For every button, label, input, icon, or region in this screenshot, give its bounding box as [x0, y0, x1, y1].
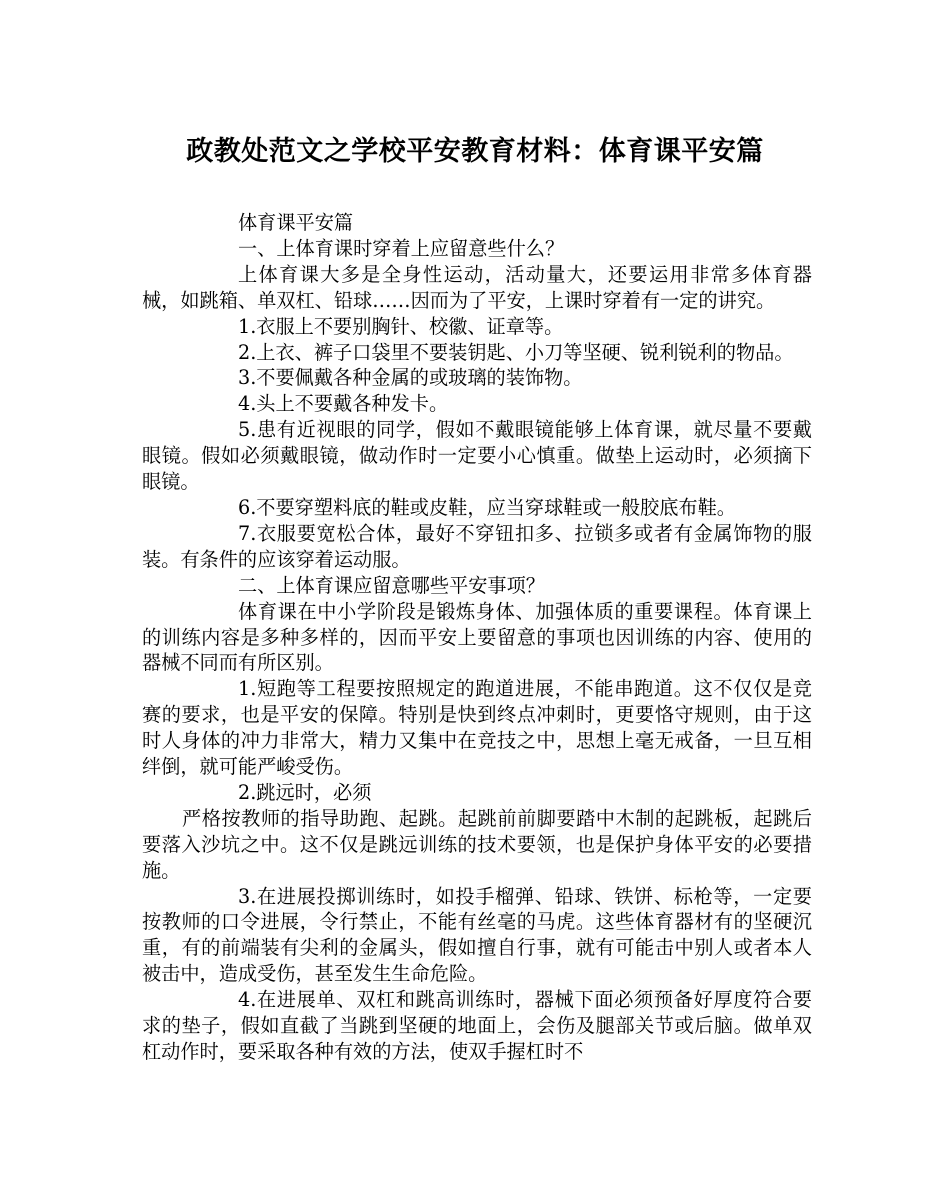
section-heading: 一、上体育课时穿着上应留意些什么？ — [238, 236, 565, 260]
section-heading: 二、上体育课应留意哪些平安事项？ — [238, 573, 545, 597]
list-item: 1.短跑等工程要按照规定的跑道进展，不能串跑道。这不仅仅是竞赛的要求，也是平安的保障。特别是快到终点冲刺时，更要恪守规则，由于这时人身体的冲力非常大，精力又集中在竞技之中，思想上毫无戒备，一旦互相绊倒，就可能严峻受伤。 — [142, 677, 812, 779]
list-item: 3.不要佩戴各种金属的或玻璃的装饰物。 — [238, 366, 583, 390]
document-body — [142, 210, 812, 1065]
paragraph: 上体育课大多是全身性运动，活动量大，还要运用非常多体育器械，如跳箱、单双杠、铅球……因而为了平安，上课时穿着有一定的讲究。 — [142, 262, 812, 312]
list-item: 2.跳远时，必须 — [238, 780, 372, 804]
list-item: 3.在进展投掷训练时，如投手榴弹、铅球、铁饼、标枪等，一定要按教师的口令进展，令行禁止，不能有丝毫的马虎。这些体育器材有的坚硬沉重，有的前端装有尖利的金属头，假如擅自行事，就有可能击中别人或者本人被击中，造成受伤，甚至发生生命危险。 — [142, 884, 812, 986]
paragraph: 体育课在中小学阶段是锻炼身体、加强体质的重要课程。体育课上的训练内容是多种多样的，因而平安上要留意的事项也因训练的内容、使用的器械不同而有所区别。 — [142, 599, 812, 675]
list-item: 5.患有近视眼的同学，假如不戴眼镜能够上体育课，就尽量不要戴眼镜。假如必须戴眼镜，做动作时一定要小心慎重。做垫上运动时，必须摘下眼镜。 — [142, 418, 812, 494]
list-item: 4.头上不要戴各种发卡。 — [238, 392, 449, 416]
list-item: 1.衣服上不要别胸针、校徽、证章等。 — [238, 314, 564, 338]
list-item: 6.不要穿塑料底的鞋或皮鞋，应当穿球鞋或一般胶底布鞋。 — [238, 495, 736, 519]
list-item: 7.衣服要宽松合体，最好不穿钮扣多、拉锁多或者有金属饰物的服装。有条件的应该穿着运动服。 — [142, 521, 812, 571]
list-item: 4.在进展单、双杠和跳高训练时，器械下面必须预备好厚度符合要求的垫子，假如直截了当跳到坚硬的地面上，会伤及腿部关节或后脑。做单双杠动作时，要采取各种有效的方法，使双手握杠时不 — [142, 988, 812, 1063]
list-item: 2.上衣、裤子口袋里不要装钥匙、小刀等坚硬、锐利锐利的物品。 — [238, 340, 794, 364]
document-title: 政教处范文之学校平安教育材料：体育课平安篇 — [186, 136, 764, 167]
paragraph: 严格按教师的指导助跑、起跳。起跳前前脚要踏中木制的起跳板，起跳后要落入沙坑之中。这不仅是跳远训练的技术要领，也是保护身体平安的必要措施。 — [142, 806, 812, 882]
paragraph: 体育课平安篇 — [238, 211, 354, 234]
